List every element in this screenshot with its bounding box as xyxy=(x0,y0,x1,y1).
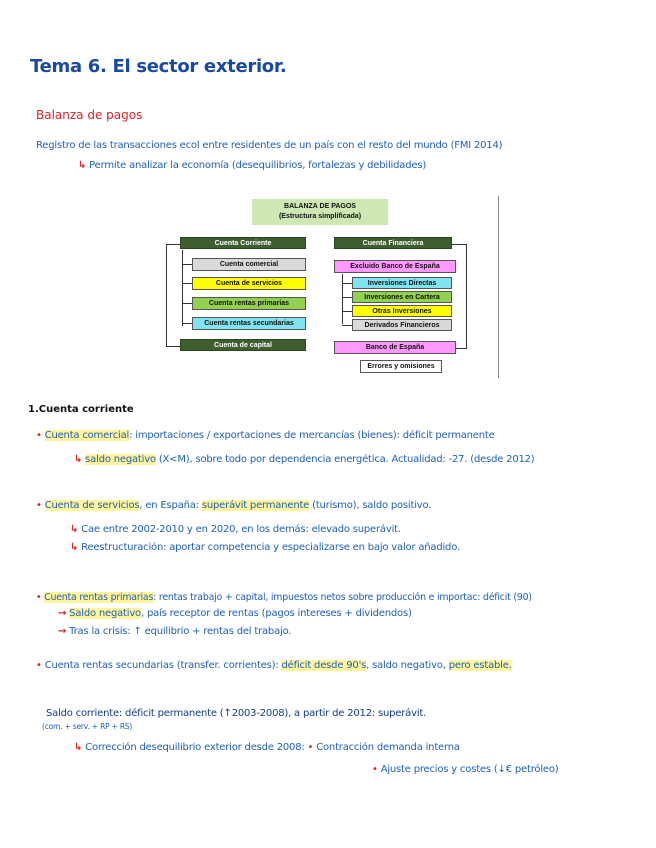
section-heading-cuenta-corriente: 1.Cuenta corriente xyxy=(28,404,134,415)
diagram-border xyxy=(498,196,499,378)
definition-line: Registro de las transacciones ecol entre residentes de un país con el resto del mundo (FMI 2014) xyxy=(36,140,503,151)
cuenta-comercial-box: Cuenta comercial xyxy=(192,258,306,271)
servicios-sub1-line xyxy=(70,524,401,535)
correccion-line xyxy=(74,742,460,753)
servicios-sub2-line xyxy=(70,542,460,553)
saldo-corriente-line: Saldo corriente: déficit permanente (↑2003-2008), a partir de 2012: superávit. xyxy=(46,708,427,719)
bullet-icon: • xyxy=(36,592,42,603)
cuenta-financiera-header: Cuenta Financiera xyxy=(334,237,452,249)
bullet1-text: Contracción demanda interna xyxy=(316,742,460,753)
saldo-corriente-small: (com. + serv. + RP + RS) xyxy=(42,722,133,731)
comercial-sub-line xyxy=(74,454,535,465)
comercial-sub-highlight: saldo negativo xyxy=(85,454,156,465)
definition-arrow-line xyxy=(78,160,426,171)
derivados-financieros-box: Derivados Financieros xyxy=(352,319,452,331)
cuenta-capital-header: Cuenta de capital xyxy=(180,339,306,351)
arrow-icon: ↳ xyxy=(70,542,79,553)
primarias-sub2-line xyxy=(58,626,291,637)
excluido-banco-box: Excluido Banco de España xyxy=(334,260,456,273)
bullet-icon: • xyxy=(372,764,378,775)
servicios-sub1-text: Cae entre 2002-2010 y en 2020, en los demás: elevado superávit. xyxy=(81,524,401,535)
cuenta-rentas-primarias-box: Cuenta rentas primarias xyxy=(192,297,306,310)
primarias-sub1-text: , país receptor de rentas (pagos intereses + dividendos) xyxy=(140,608,412,619)
servicios-highlight: superávit permanente xyxy=(201,500,310,511)
bullet-icon: • xyxy=(36,500,42,511)
secundarias-mid2: , saldo negativo, xyxy=(366,660,449,671)
bullet2-text: Ajuste precios y costes (↓€ petróleo) xyxy=(380,764,559,775)
secundarias-line xyxy=(36,660,512,671)
otras-inversiones-box: Otras Inversiones xyxy=(352,305,452,317)
arrow-icon: ↳ xyxy=(74,454,83,465)
arrow-icon: → xyxy=(58,608,67,619)
primarias-line xyxy=(36,592,532,603)
inversiones-directas-box: Inversiones Directas xyxy=(352,277,452,289)
correccion-text: Corrección desequilibrio exterior desde 2008: xyxy=(85,742,305,753)
arrow-icon: ↳ xyxy=(74,742,83,753)
diagram-title-line2: (Estructura simplificada) xyxy=(278,213,362,220)
comercial-text: : importaciones / exportaciones de mercancías (bienes): déficit permanente xyxy=(129,430,495,441)
section-heading-balanza: Balanza de pagos xyxy=(36,108,143,122)
comercial-sub-text: (X<M), sobre todo por dependencia energética. Actualidad: -27. (desde 2012) xyxy=(155,454,535,465)
primarias-text: : rentas trabajo + capital, impuestos netos sobre producción e importac: déficit (90) xyxy=(153,592,532,603)
cuenta-corriente-header: Cuenta Corriente xyxy=(180,237,306,249)
bullet2-line xyxy=(372,764,558,775)
servicios-mid: , en España: xyxy=(139,500,202,511)
banco-espana-box: Banco de España xyxy=(334,341,456,354)
comercial-label: Cuenta comercial xyxy=(44,430,130,441)
balanza-diagram xyxy=(160,196,506,378)
secundarias-label: Cuenta rentas secundarias xyxy=(44,660,174,671)
primarias-sub1-line xyxy=(58,608,412,619)
secundarias-highlight: déficit desde 90's xyxy=(281,660,367,671)
secundarias-mid: (transfer. corrientes): xyxy=(173,660,282,671)
bullet-icon: • xyxy=(36,430,42,441)
bullet-icon: • xyxy=(36,660,42,671)
arrow-icon: ↳ xyxy=(70,524,79,535)
page-title: Tema 6. El sector exterior. xyxy=(30,56,287,77)
servicios-end: (turismo), saldo positivo. xyxy=(309,500,432,511)
primarias-sub1-highlight: Saldo negativo xyxy=(69,608,141,619)
arrow-icon: → xyxy=(58,626,67,637)
primarias-sub2-text: Tras la crisis: ↑ equilibrio + rentas del trabajo. xyxy=(69,626,292,637)
secundarias-highlight2: pero estable. xyxy=(448,660,512,671)
primarias-label: Cuenta rentas primarias xyxy=(44,592,154,603)
diagram-title xyxy=(252,199,388,225)
comercial-line xyxy=(36,430,495,441)
cuenta-rentas-secundarias-box: Cuenta rentas secundarias xyxy=(192,317,306,330)
inversiones-cartera-box: Inversiones en Cartera xyxy=(352,291,452,303)
servicios-line xyxy=(36,500,431,511)
cuenta-servicios-box: Cuenta de servicios xyxy=(192,277,306,290)
arrow-icon: ↳ xyxy=(78,160,87,171)
servicios-label: Cuenta de servicios xyxy=(44,500,140,511)
servicios-sub2-text: Reestructuración: aportar competencia y especializarse en bajo valor añadido. xyxy=(81,542,460,553)
errores-omisiones-box: Errores y omisiones xyxy=(360,360,442,373)
bullet-icon: • xyxy=(307,742,314,753)
definition-arrow-text: Permite analizar la economía (desequilibrios, fortalezas y debilidades) xyxy=(89,160,427,171)
diagram-title-line1: BALANZA DE PAGOS xyxy=(284,203,356,210)
